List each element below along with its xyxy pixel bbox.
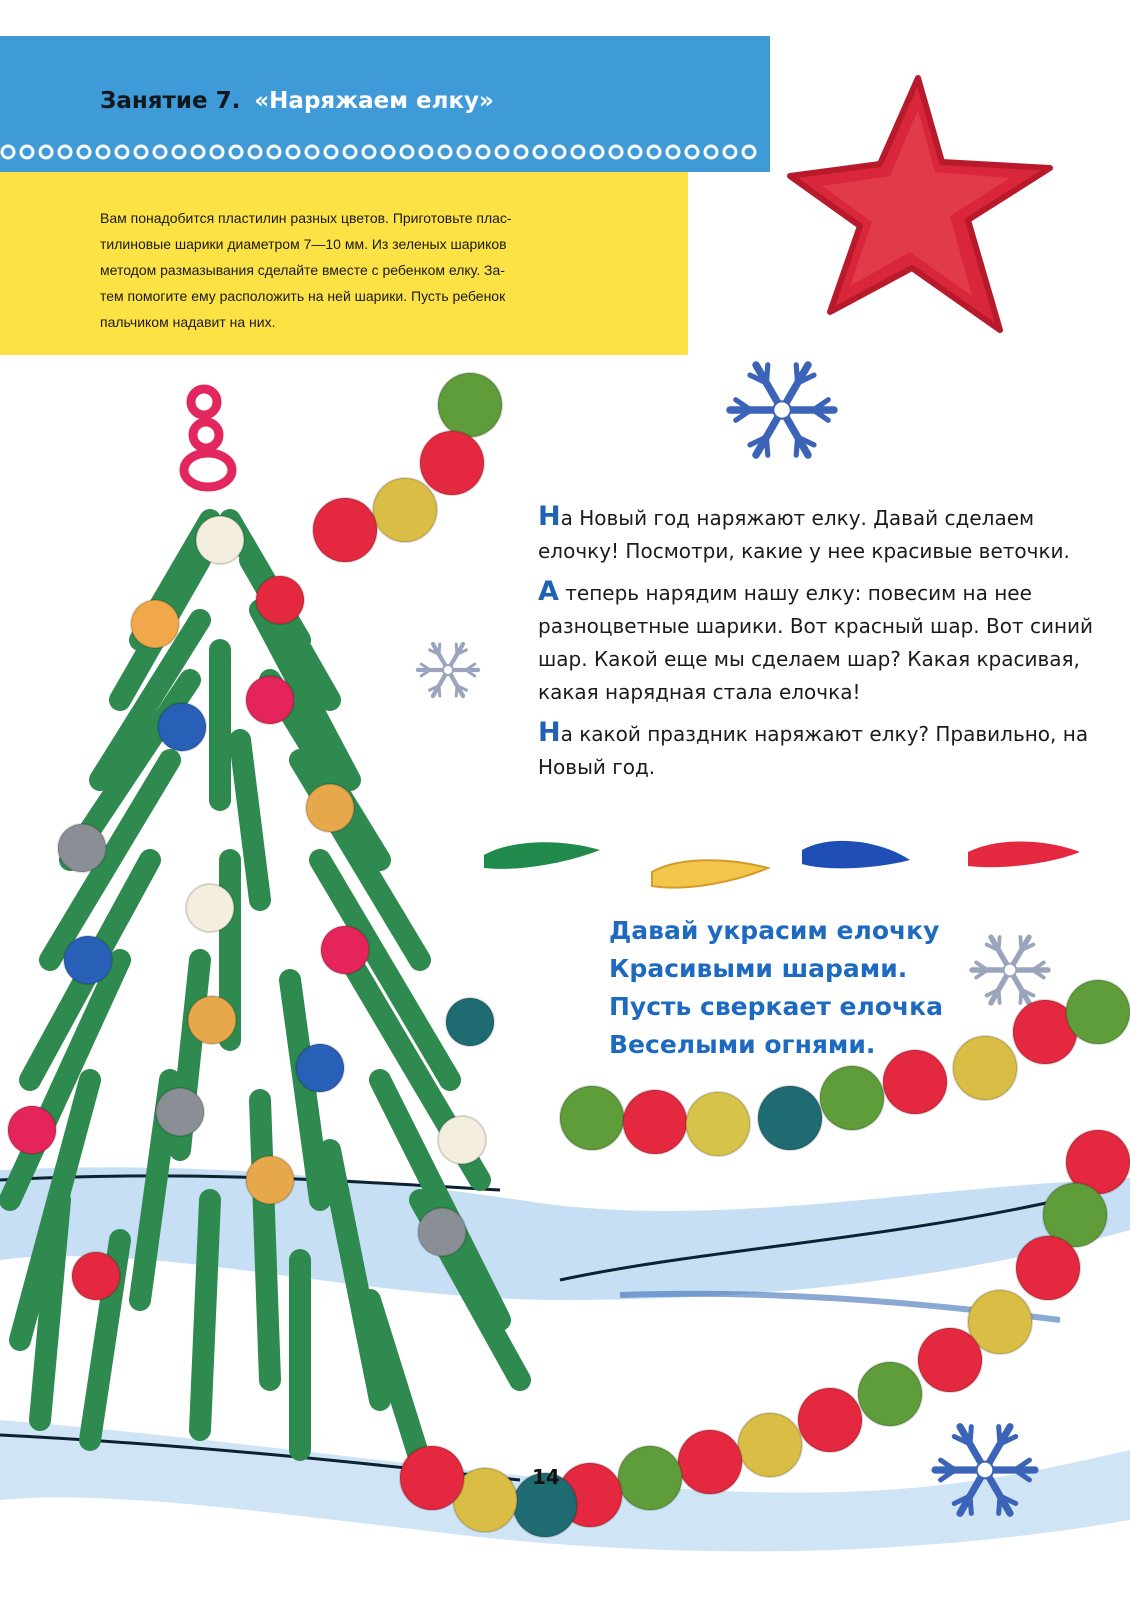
drop-cap: Н [538, 501, 561, 532]
garland-ball [400, 1446, 464, 1510]
garland-ball [1066, 980, 1130, 1044]
paragraph-text: а Новый год наряжают елку. Давай сделаем елочку! Посмотри, какие у нее красивые веточки. [538, 506, 1070, 563]
story-paragraph [538, 575, 1108, 709]
lesson-title: «Наряжаем елку» [254, 88, 494, 114]
story-text [538, 500, 1108, 791]
story-paragraph [538, 500, 1108, 568]
instruction-line: Вам понадобится пластилин разных цветов. Приготовьте плас- [100, 210, 512, 226]
garland-ball [678, 1430, 742, 1494]
paragraph-text: теперь нарядим нашу елку: повесим на нее разноцветные шарики. Вот красный шар. Вот синий шар. Какой еще мы сделаем шар? Какая красивая, какая нарядная стала елочка! [538, 581, 1094, 704]
garland-ball [560, 1086, 624, 1150]
instruction-line: тилиновые шарики диаметром 7—10 мм. Из зеленых шариков [100, 236, 507, 252]
instruction-line: пальчиком надавит на них. [100, 314, 276, 330]
poem-line: Красивыми шарами. [609, 954, 908, 983]
poem-line: Веселыми огнями. [609, 1030, 876, 1059]
page-number: 14 [532, 1465, 560, 1489]
garland-ball [313, 498, 377, 562]
poem [609, 912, 1049, 1064]
garland-ball [618, 1446, 682, 1510]
lesson-label: Занятие 7. [100, 88, 241, 114]
poem-line: Пусть сверкает елочка [609, 992, 943, 1021]
drop-cap: Н [538, 717, 561, 748]
garland-ball [373, 478, 437, 542]
garland-ball [438, 373, 502, 437]
garland-ball [420, 431, 484, 495]
garland-ball [918, 1328, 982, 1392]
paragraph-text: а какой праздник наряжают елку? Правильно, на Новый год. [538, 722, 1089, 779]
garland-ball [758, 1086, 822, 1150]
garland-ball [858, 1362, 922, 1426]
garland-ball [738, 1413, 802, 1477]
garland-ball [686, 1092, 750, 1156]
instruction-line: тем помогите ему расположить на ней шарики. Пусть ребенок [100, 288, 506, 304]
garland-ball [1016, 1236, 1080, 1300]
garland-ball [798, 1388, 862, 1452]
garland-ball [623, 1090, 687, 1154]
drop-cap: А [538, 576, 559, 607]
poem-line: Давай украсим елочку [609, 916, 940, 945]
instruction-line: методом размазывания сделайте вместе с ребенком елку. За- [100, 262, 505, 278]
garland-ball [820, 1066, 884, 1130]
story-paragraph [538, 716, 1108, 784]
